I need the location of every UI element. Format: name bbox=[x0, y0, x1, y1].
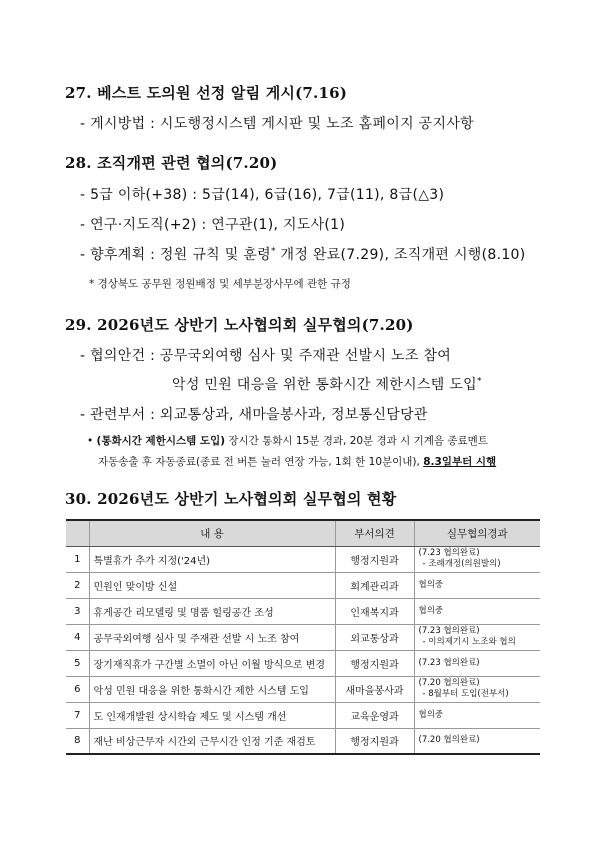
row-number: 2 bbox=[66, 572, 89, 598]
section-30-heading: 30. 2026년도 상반기 노사협의회 실무협의 현황 bbox=[65, 490, 397, 508]
result-main: (7.23 협의완료) bbox=[418, 657, 480, 668]
row-dept: 새마을봉사과 bbox=[335, 676, 414, 702]
table-row bbox=[66, 702, 540, 728]
result-main: (7.20 협의완료) bbox=[418, 678, 480, 688]
status-table bbox=[66, 519, 540, 755]
row-dept: 인재복지과 bbox=[335, 598, 414, 624]
row-number: 3 bbox=[66, 598, 89, 624]
section-29-heading: 29. 2026년도 상반기 노사협의회 실무협의(7.20) bbox=[65, 316, 414, 334]
table-row bbox=[66, 676, 540, 702]
note-bullet: • bbox=[87, 435, 97, 447]
row-dept: 행정지원과 bbox=[335, 728, 414, 754]
row-number: 1 bbox=[66, 546, 89, 572]
col-header-no bbox=[66, 520, 89, 546]
section-28-plan-line bbox=[80, 244, 526, 264]
row-content: 휴게공간 리모델링 및 명품 힐링공간 조성 bbox=[89, 598, 335, 624]
row-result bbox=[414, 650, 540, 676]
row-content: 도 인재개발원 상시학습 제도 및 시스템 개선 bbox=[89, 702, 335, 728]
row-content: 민원인 맞이방 신설 bbox=[89, 572, 335, 598]
row-result bbox=[414, 624, 540, 650]
result-sub: - 조례개정(의원발의) bbox=[422, 559, 501, 569]
row-result bbox=[414, 598, 540, 624]
table-header-row bbox=[66, 520, 540, 546]
section-28-footnote: * 경상북도 공무원 정원배정 및 세부분장사무에 관한 규정 bbox=[89, 278, 351, 290]
plan-footnote-mark: * bbox=[270, 246, 276, 257]
row-number: 8 bbox=[66, 728, 89, 754]
row-result bbox=[414, 572, 540, 598]
row-content: 특별휴가 추가 지정('24년) bbox=[89, 546, 335, 572]
row-dept: 회계관리과 bbox=[335, 572, 414, 598]
note-text-1: 장시간 통화시 15분 경과, 20분 경과 시 기계음 종료멘트 bbox=[225, 435, 488, 447]
table-row bbox=[66, 650, 540, 676]
result-sub: - 이의제기시 노조와 협의 bbox=[422, 637, 516, 647]
table-row bbox=[66, 598, 540, 624]
section-28-heading: 28. 조직개편 관련 협의(7.20) bbox=[65, 154, 278, 172]
row-result bbox=[414, 546, 540, 572]
section-27-heading: 27. 베스트 도의원 선정 알림 게시(7.16) bbox=[65, 84, 348, 102]
plan-text-b: 개정 완료(7.29), 조직개편 시행(8.10) bbox=[275, 247, 526, 263]
row-number: 5 bbox=[66, 650, 89, 676]
row-dept: 교육운영과 bbox=[335, 702, 414, 728]
section-27-posting-method: - 게시방법 : 시도행정시스템 게시판 및 노조 홈페이지 공지사항 bbox=[80, 116, 474, 132]
agenda-footnote-mark: * bbox=[476, 376, 482, 387]
table-row bbox=[66, 624, 540, 650]
note-bold-date: 8.3일부터 시행 bbox=[423, 456, 497, 468]
row-dept: 외교통상과 bbox=[335, 624, 414, 650]
row-dept: 행정지원과 bbox=[335, 650, 414, 676]
result-main: (7.20 협의완료) bbox=[418, 735, 480, 746]
section-29-agenda-line-2 bbox=[172, 374, 482, 394]
result-main: (7.23 협의완료) bbox=[418, 626, 480, 636]
row-content: 재난 비상근무자 시간외 근무시간 인정 기준 재검토 bbox=[89, 728, 335, 754]
section-29-depts-line: - 관련부서 : 외교통상과, 새마을봉사과, 정보통신담당관 bbox=[80, 407, 428, 423]
table-row bbox=[66, 728, 540, 754]
result-main: 협의중 bbox=[418, 605, 444, 616]
section-29-note-line-2 bbox=[98, 454, 496, 469]
col-header-dept: 부서의견 bbox=[335, 520, 414, 546]
note-bold-title: (통화시간 제한시스템 도입) bbox=[96, 435, 226, 447]
table-row bbox=[66, 546, 540, 572]
row-content: 장기재직휴가 구간별 소멸이 아닌 이월 방식으로 변경 bbox=[89, 650, 335, 676]
section-28-research-line: - 연구·지도직(+2) : 연구관(1), 지도사(1) bbox=[80, 217, 346, 233]
row-result bbox=[414, 676, 540, 702]
row-result bbox=[414, 702, 540, 728]
row-dept: 행정지원과 bbox=[335, 546, 414, 572]
col-header-content: 내 용 bbox=[89, 520, 335, 546]
row-number: 4 bbox=[66, 624, 89, 650]
section-29-agenda-line: - 협의안건 : 공무국외여행 심사 및 주재관 선발시 노조 참여 bbox=[80, 348, 452, 364]
row-content: 악성 민원 대응을 위한 통화시간 제한 시스템 도입 bbox=[89, 676, 335, 702]
row-number: 6 bbox=[66, 676, 89, 702]
section-28-grade-line: - 5급 이하(+38) : 5급(14), 6급(16), 7급(11), 8급(△3) bbox=[80, 187, 445, 203]
section-29-note-line-1 bbox=[87, 433, 488, 448]
col-header-result: 실무협의경과 bbox=[414, 520, 540, 546]
row-result bbox=[414, 728, 540, 754]
result-main: (7.23 협의완료) bbox=[418, 548, 480, 558]
note-text-2: 자동송출 후 자동종료(종료 전 버튼 눌러 연장 가능, 1회 한 10분이내), bbox=[98, 456, 420, 468]
result-sub: - 8월부터 도입(전부서) bbox=[422, 689, 509, 699]
row-number: 7 bbox=[66, 702, 89, 728]
row-content: 공무국외여행 심사 및 주재관 선발 시 노조 참여 bbox=[89, 624, 335, 650]
agenda-text: 악성 민원 대응을 위한 통화시간 제한시스템 도입 bbox=[172, 377, 477, 393]
result-main: 협의중 bbox=[418, 709, 444, 720]
plan-text-a: - 향후계획 : 정원 규칙 및 훈령 bbox=[80, 247, 271, 263]
table-row bbox=[66, 572, 540, 598]
result-main: 협의중 bbox=[418, 579, 444, 590]
